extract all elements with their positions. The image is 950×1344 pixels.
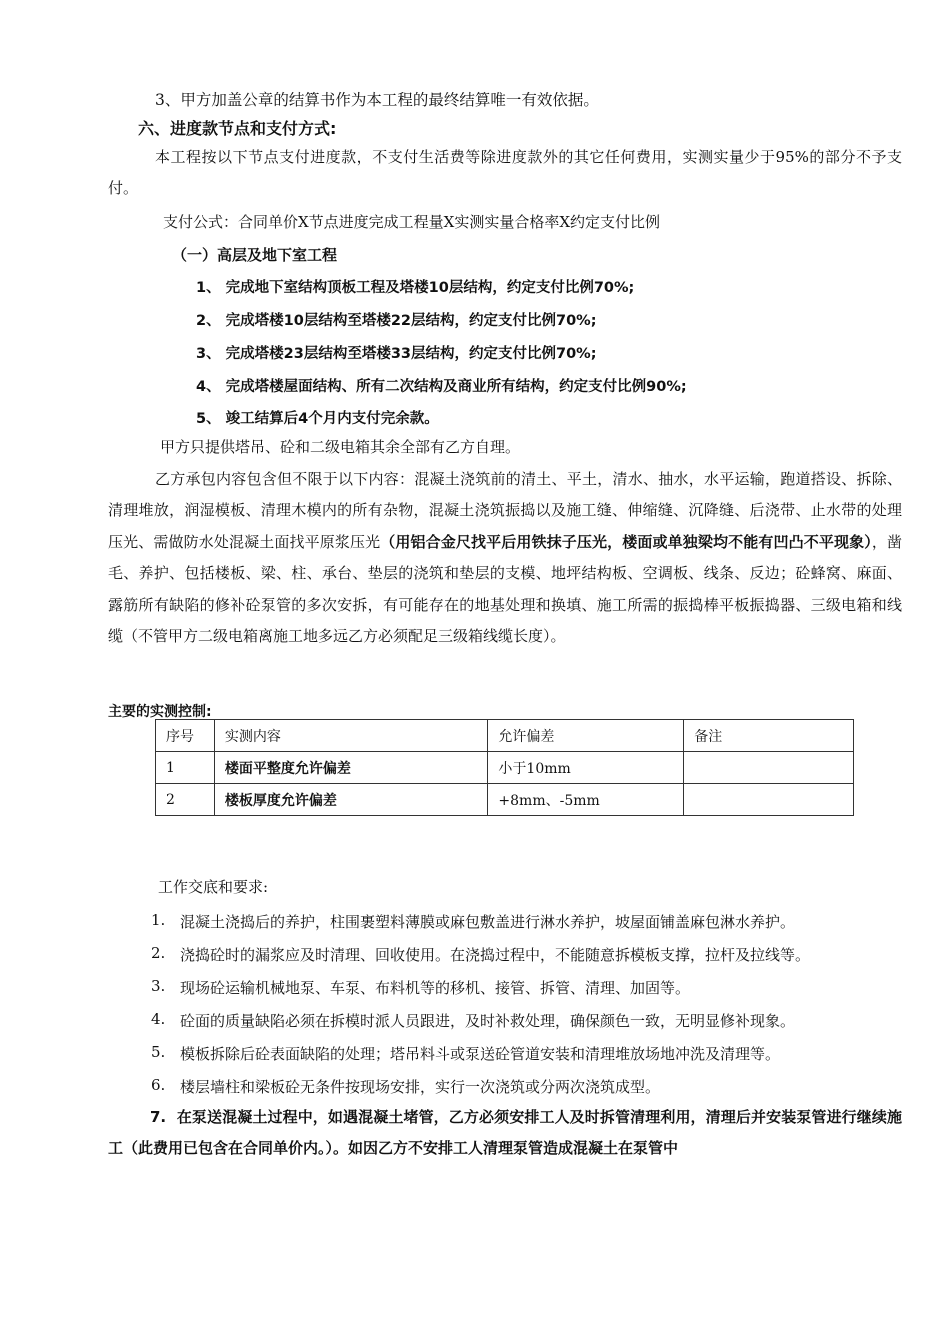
- work-item-3-number: 3.: [151, 977, 166, 995]
- work-item-4-text: 砼面的质量缺陷必须在拆模时派人员跟进，及时补救处理，确保颜色一致，无明显修补现象。: [180, 1012, 796, 1030]
- work-item-7-number: 7.: [150, 1108, 167, 1126]
- subsection-heading: （一）高层及地下室工程: [172, 246, 338, 264]
- payment-formula: 支付公式：合同单价X节点进度完成工程量X实测实量合格率X约定支付比例: [163, 213, 661, 231]
- table-row: [156, 752, 854, 784]
- work-heading: 工作交底和要求:: [158, 878, 269, 896]
- work-item-6-text: 楼层墙柱和梁板砼无条件按现场安排，实行一次浇筑或分两次浇筑成型。: [180, 1078, 661, 1096]
- payment-node-3: 3、 完成塔楼23层结构至塔楼33层结构，约定支付比例70%;: [196, 346, 597, 362]
- table-header-cell: 允许偏差: [488, 720, 684, 752]
- scope-paragraph: [108, 464, 902, 652]
- payment-node-2: 2、 完成塔楼10层结构至塔楼22层结构，约定支付比例70%;: [196, 313, 597, 329]
- work-item-4-number: 4.: [151, 1010, 166, 1028]
- work-item-2-text: 浇捣砼时的漏浆应及时清理、回收使用。在浇捣过程中，不能随意拆模板支撑，拉杆及拉线等。: [180, 946, 811, 964]
- table-cell: [684, 752, 854, 784]
- table-cell: +8mm、-5mm: [488, 784, 684, 816]
- supply-note: 甲方只提供塔吊、砼和二级电箱其余全部有乙方自理。: [160, 438, 521, 456]
- payment-node-4: 4、 完成塔楼屋面结构、所有二次结构及商业所有结构，约定支付比例90%;: [196, 379, 687, 395]
- work-item-2-number: 2.: [151, 944, 166, 962]
- table-cell: 1: [156, 752, 215, 784]
- table-cell: 小于10mm: [488, 752, 684, 784]
- scope-text-1: 乙方承包内容包含但不限于以下内容：混凝土浇筑前的清土、平土，清水、抽水，水平运输，跑道搭设、拆除、清理堆放，润湿模板、清理木模内的所有杂物，混凝土浇筑振捣以及施工缝、伸缩缝、沉降缝、后浇带、止水带的处理压光、需做防水处混凝土面找平原浆压光: [108, 470, 902, 551]
- work-item-7-text: 在泵送混凝土过程中，如遇混凝土堵管，乙方必须安排工人及时拆管清理利用，清理后并安装泵管进行继续施工（此费用已包含在合同单价内。）。如因乙方不安排工人清理泵管造成混凝土在泵管中: [108, 1108, 902, 1158]
- clause-3: 3、甲方加盖公章的结算书作为本工程的最终结算唯一有效依据。: [155, 91, 599, 109]
- work-item-5-number: 5.: [151, 1043, 166, 1061]
- table-row: [156, 784, 854, 816]
- section-6-paragraph: 本工程按以下节点支付进度款，不支付生活费等除进度款外的其它任何费用，实测实量少于95%的部分不予支付。: [108, 148, 902, 198]
- scope-text-bold: （用铝合金尺找平后用铁抹子压光，楼面或单独梁均不能有凹凸不平现象）: [380, 532, 872, 551]
- table-cell: 楼面平整度允许偏差: [214, 752, 488, 784]
- section-6-heading: 六、进度款节点和支付方式:: [138, 119, 337, 138]
- measure-heading: 主要的实测控制:: [108, 704, 212, 720]
- measure-table: [155, 719, 854, 816]
- table-cell: [684, 784, 854, 816]
- table-header-cell: 序号: [156, 720, 215, 752]
- work-item-7: [108, 1102, 902, 1165]
- work-item-3-text: 现场砼运输机械地泵、车泵、布料机等的移机、接管、拆管、清理、加固等。: [180, 979, 691, 997]
- payment-node-5: 5、 竣工结算后4个月内支付完余款。: [196, 411, 439, 427]
- payment-node-1: 1、 完成地下室结构顶板工程及塔楼10层结构，约定支付比例70%;: [196, 280, 635, 296]
- table-header-cell: 备注: [684, 720, 854, 752]
- table-cell: 楼板厚度允许偏差: [214, 784, 488, 816]
- work-item-6-number: 6.: [151, 1076, 166, 1094]
- work-item-1-number: 1.: [151, 911, 166, 929]
- table-header-cell: 实测内容: [214, 720, 488, 752]
- work-item-5-text: 模板拆除后砼表面缺陷的处理；塔吊料斗或泵送砼管道安装和清理堆放场地冲洗及清理等。: [180, 1045, 781, 1063]
- scope-text-2: ，凿毛、养护、包括楼板、梁、柱、承台、垫层的浇筑和垫层的支模、地坪结构板、空调板、线条、反边；砼蜂窝、麻面、露筋所有缺陷的修补砼泵管的多次安拆，有可能存在的地基处理和换填、施工所需的振捣棒平板振捣器、三级电箱和线缆（不管甲方二级电箱离施工地多远乙方必须配足三级箱线缆长度）。: [108, 532, 902, 646]
- work-item-1-text: 混凝土浇捣后的养护，柱围裹塑料薄膜或麻包敷盖进行淋水养护，坡屋面铺盖麻包淋水养护。: [180, 913, 796, 931]
- table-header-row: [156, 720, 854, 752]
- table-cell: 2: [156, 784, 215, 816]
